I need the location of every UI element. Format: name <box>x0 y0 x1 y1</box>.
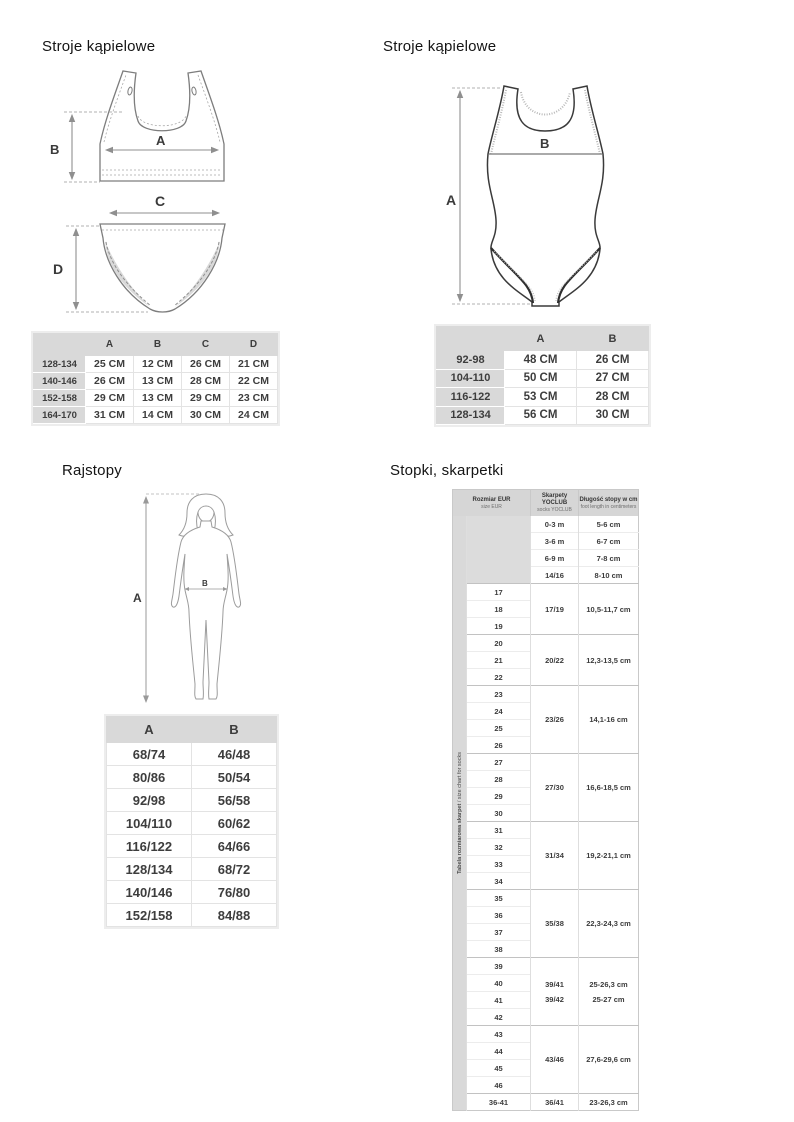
size-range-cell: 140-146 <box>34 373 86 390</box>
size-cell: 152/158 <box>107 904 192 927</box>
eur-size-cell: 20 <box>467 635 531 652</box>
dim-label-b: B <box>50 142 60 157</box>
measurement-cell: 53 CM <box>505 388 577 407</box>
measurement-cell: 27 CM <box>577 369 649 388</box>
eur-size-cell: 41 <box>467 992 531 1009</box>
eur-size-row <box>453 635 639 652</box>
one-piece-title: Stroje kąpielowe <box>383 38 497 55</box>
table-header-row <box>437 327 649 351</box>
table-row <box>437 351 649 370</box>
column-header: C <box>182 334 230 356</box>
eur-size-row <box>453 686 639 703</box>
foot-length-cell <box>579 754 639 822</box>
side-label-main: Tabela rozmiarowa skarpet <box>456 803 463 874</box>
measurement-cell: 56 CM <box>505 406 577 425</box>
size-cell: 80/86 <box>107 766 192 789</box>
eur-size-cell: 38 <box>467 941 531 958</box>
measurement-cell: 48 CM <box>505 351 577 370</box>
size-cell: 140/146 <box>107 881 192 904</box>
sock-size-cell: 6-9 m <box>531 550 579 567</box>
measurement-cell: 13 CM <box>134 390 182 407</box>
sock-size-value: 35/38 <box>545 919 564 928</box>
column-header: A <box>107 717 192 743</box>
eur-size-cell: 31 <box>467 822 531 839</box>
size-range-cell: 152-158 <box>34 390 86 407</box>
socks-title: Stopki, skarpetki <box>390 462 504 479</box>
eur-size-cell: 45 <box>467 1060 531 1077</box>
foot-length-value: 19,2-21,1 cm <box>586 851 631 860</box>
measurement-cell: 23 CM <box>230 390 278 407</box>
side-label: Tabela rozmiarowa skarpet / size chart for socks <box>456 752 463 874</box>
size-cell: 116/122 <box>107 835 192 858</box>
size-cell: 56/58 <box>192 789 277 812</box>
baby-eur-cell <box>467 516 531 584</box>
bikini-top-outline <box>100 71 224 181</box>
one-piece-diagram <box>438 72 658 318</box>
column-title: Długość stopy w cm <box>579 496 638 503</box>
eur-size-row <box>453 1026 639 1043</box>
corner-cell <box>437 327 505 351</box>
foot-length-cell <box>579 1026 639 1094</box>
size-range-cell: 92-98 <box>437 351 505 370</box>
sock-size-cell <box>531 686 579 754</box>
column-header: A <box>505 327 577 351</box>
eur-size-cell: 27 <box>467 754 531 771</box>
table-row <box>107 904 277 927</box>
tights-size-table <box>104 714 279 929</box>
eur-size-cell: 21 <box>467 652 531 669</box>
eur-size-cell: 25 <box>467 720 531 737</box>
size-cell: 128/134 <box>107 858 192 881</box>
sock-size-cell <box>531 890 579 958</box>
size-cell: 60/62 <box>192 812 277 835</box>
column-subtitle: foot length in centimeters <box>580 503 637 510</box>
measurement-cell: 12 CM <box>134 356 182 373</box>
foot-length-cell <box>579 584 639 635</box>
measurement-cell: 30 CM <box>577 406 649 425</box>
size-range-cell: 164-170 <box>34 407 86 424</box>
size-table <box>33 333 278 424</box>
eur-size-cell: 23 <box>467 686 531 703</box>
column-header <box>531 490 579 517</box>
table-row <box>34 373 278 390</box>
foot-length-value: 12,3-13,5 cm <box>586 655 631 665</box>
table-row <box>107 835 277 858</box>
dim-label-a: A <box>133 591 142 605</box>
table-row <box>34 407 278 424</box>
eur-size-cell: 35 <box>467 890 531 907</box>
table-row <box>107 789 277 812</box>
size-cell: 76/80 <box>192 881 277 904</box>
size-range-cell: 104-110 <box>437 369 505 388</box>
sock-size-cell <box>531 822 579 890</box>
side-label-sub: size chart for socks <box>456 752 463 800</box>
dim-label-a: A <box>446 192 457 208</box>
column-subtitle: socks YOCLUB <box>537 507 572 513</box>
measurement-cell: 24 CM <box>230 407 278 424</box>
tights-title: Rajstopy <box>62 462 122 479</box>
table-row <box>34 356 278 373</box>
table-row <box>437 369 649 388</box>
eur-size-row <box>453 822 639 839</box>
measurement-cell: 26 CM <box>577 351 649 370</box>
dim-label-c: C <box>155 193 166 209</box>
socks-size-table <box>452 489 639 1111</box>
sock-size-cell <box>531 584 579 635</box>
baby-size-row <box>453 516 639 533</box>
foot-length-value: 10,5-11,7 cm <box>586 604 631 614</box>
size-cell: 84/88 <box>192 904 277 927</box>
measurement-cell: 50 CM <box>505 369 577 388</box>
table-row <box>437 406 649 425</box>
size-cell: 46/48 <box>192 743 277 766</box>
sock-size-value: 27/30 <box>545 783 564 792</box>
dim-label-b: B <box>202 579 208 588</box>
sock-size-value: 23/26 <box>545 715 564 724</box>
sock-size-cell <box>531 635 579 686</box>
eur-size-cell: 43 <box>467 1026 531 1043</box>
column-header: B <box>192 717 277 743</box>
foot-length-cell <box>579 890 639 958</box>
measurement-cell: 25 CM <box>86 356 134 373</box>
table-header-row <box>34 334 278 356</box>
sock-size-cell: 0-3 m <box>531 516 579 533</box>
eur-size-cell: 36-41 <box>467 1094 531 1111</box>
table-row <box>34 390 278 407</box>
foot-length-value: 22,3-24,3 cm <box>586 919 631 928</box>
table-header-row <box>453 490 639 517</box>
dim-label-a: A <box>156 133 166 148</box>
table-row <box>107 743 277 766</box>
eur-size-cell: 33 <box>467 856 531 873</box>
eur-size-cell: 29 <box>467 788 531 805</box>
measurement-cell: 13 CM <box>134 373 182 390</box>
sock-size-cell <box>531 754 579 822</box>
measurement-cell: 28 CM <box>577 388 649 407</box>
sock-size-value: 17/19 <box>545 604 564 614</box>
eur-size-cell: 22 <box>467 669 531 686</box>
size-cell: 104/110 <box>107 812 192 835</box>
column-header: B <box>134 334 182 356</box>
size-range-cell: 116-122 <box>437 388 505 407</box>
two-piece-size-table <box>31 331 280 426</box>
sock-size-value: 39/42 <box>545 994 564 1004</box>
foot-length-cell <box>579 686 639 754</box>
eur-size-row <box>453 890 639 907</box>
column-header <box>579 490 639 517</box>
measurement-cell: 21 CM <box>230 356 278 373</box>
measurement-cell: 30 CM <box>182 407 230 424</box>
column-subtitle: size EUR <box>481 503 502 510</box>
table-row <box>107 766 277 789</box>
size-table <box>106 716 277 927</box>
figure-body-outline <box>171 521 240 699</box>
eur-size-cell: 18 <box>467 601 531 618</box>
eur-size-cell: 44 <box>467 1043 531 1060</box>
eur-size-cell: 39 <box>467 958 531 975</box>
foot-length-value: 25-26,3 cm <box>589 979 628 989</box>
foot-length-value: 16,6-18,5 cm <box>586 783 631 792</box>
column-header: D <box>230 334 278 356</box>
measurement-cell: 31 CM <box>86 407 134 424</box>
table-row <box>437 388 649 407</box>
size-cell: 50/54 <box>192 766 277 789</box>
size-cell: 64/66 <box>192 835 277 858</box>
foot-length-cell <box>579 822 639 890</box>
measurement-cell: 26 CM <box>86 373 134 390</box>
size-cell: 68/72 <box>192 858 277 881</box>
foot-length-cell <box>579 958 639 1026</box>
foot-length-cell: 7-8 cm <box>579 550 639 567</box>
column-title: Rozmiar EUR <box>472 496 511 503</box>
sock-size-value: 39/41 <box>545 979 564 989</box>
corner-cell <box>34 334 86 356</box>
foot-length-value: 25-27 cm <box>592 994 625 1004</box>
measurement-cell: 29 CM <box>86 390 134 407</box>
foot-length-value: 27,6-29,6 cm <box>586 1055 631 1064</box>
sock-size-cell <box>531 958 579 1026</box>
table-row <box>107 881 277 904</box>
eur-size-cell: 28 <box>467 771 531 788</box>
eur-size-cell: 46 <box>467 1077 531 1094</box>
measurement-cell: 29 CM <box>182 390 230 407</box>
column-header <box>453 490 531 517</box>
size-range-cell: 128-134 <box>34 356 86 373</box>
socks-table <box>452 489 639 1111</box>
two-piece-title: Stroje kąpielowe <box>42 38 156 55</box>
column-header: B <box>577 327 649 351</box>
sock-size-value: 43/46 <box>545 1055 564 1064</box>
foot-length-cell: 5-6 cm <box>579 516 639 533</box>
table-header-row <box>107 717 277 743</box>
dim-label-b: B <box>540 136 550 151</box>
foot-length-cell <box>579 1094 639 1111</box>
eur-size-cell: 32 <box>467 839 531 856</box>
column-header: A <box>86 334 134 356</box>
measurement-cell: 26 CM <box>182 356 230 373</box>
foot-length-cell: 8-10 cm <box>579 567 639 584</box>
sock-size-value: 36/41 <box>545 1097 564 1107</box>
eur-size-cell: 37 <box>467 924 531 941</box>
sock-size-cell: 14/16 <box>531 567 579 584</box>
eur-size-row <box>453 584 639 601</box>
foot-length-cell <box>579 635 639 686</box>
eur-size-cell: 24 <box>467 703 531 720</box>
measurement-cell: 28 CM <box>182 373 230 390</box>
eur-size-cell: 19 <box>467 618 531 635</box>
eur-size-cell: 26 <box>467 737 531 754</box>
tights-figure-diagram <box>128 488 293 712</box>
foot-length-value: 14,1-16 cm <box>589 715 628 724</box>
foot-length-cell: 6-7 cm <box>579 533 639 550</box>
eur-size-row <box>453 754 639 771</box>
eur-size-row <box>453 958 639 975</box>
table-row <box>107 812 277 835</box>
sock-size-cell: 3-6 m <box>531 533 579 550</box>
column-title: Skarpety YOCLUB <box>541 493 568 506</box>
eur-size-cell: 30 <box>467 805 531 822</box>
size-cell: 92/98 <box>107 789 192 812</box>
one-piece-outline <box>487 86 603 306</box>
eur-size-cell: 40 <box>467 975 531 992</box>
eur-size-cell: 17 <box>467 584 531 601</box>
foot-length-value: 23-26,3 cm <box>589 1097 628 1107</box>
dim-label-d: D <box>53 261 64 277</box>
side-label-cell <box>453 516 467 1111</box>
sock-size-value: 31/34 <box>545 851 564 860</box>
eur-size-row <box>453 1094 639 1111</box>
eur-size-cell: 42 <box>467 1009 531 1026</box>
measurement-cell: 22 CM <box>230 373 278 390</box>
size-cell: 68/74 <box>107 743 192 766</box>
one-piece-size-table <box>434 324 651 427</box>
two-piece-diagram <box>42 66 302 318</box>
table-row <box>107 858 277 881</box>
sock-size-cell <box>531 1026 579 1094</box>
size-range-cell: 128-134 <box>437 406 505 425</box>
size-table <box>436 326 649 425</box>
sock-size-value: 20/22 <box>545 655 564 665</box>
measurement-cell: 14 CM <box>134 407 182 424</box>
sock-size-cell <box>531 1094 579 1111</box>
eur-size-cell: 34 <box>467 873 531 890</box>
eur-size-cell: 36 <box>467 907 531 924</box>
